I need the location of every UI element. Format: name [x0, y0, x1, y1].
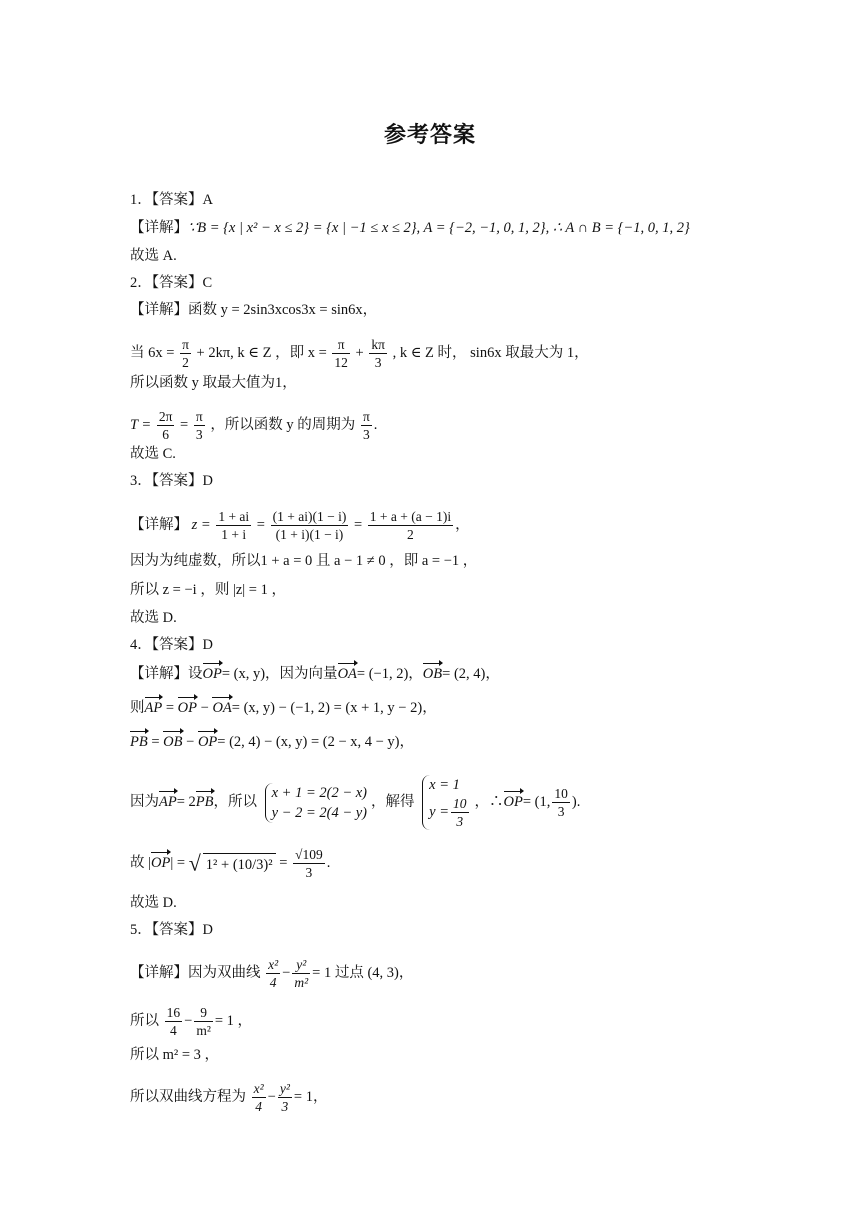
detail-label: 【详解】: [130, 220, 188, 236]
q2-l4-c: ，所以函数 y 的周期为: [210, 416, 356, 433]
q4-conclusion: 故选 D.: [130, 895, 177, 911]
q3-line3: 所以 z = −i ，则 |z| = 1 ，: [130, 582, 286, 598]
vector-op: OP: [151, 854, 171, 871]
q2-line4: [130, 408, 377, 443]
q4-line2: 则AP = OP − OA= (x, y) − (−1, 2) = (x + 1, y − 2)，: [130, 700, 437, 716]
vector-op: OP: [197, 734, 218, 750]
q2-l2-c: +: [355, 344, 364, 361]
equals: =: [256, 516, 265, 533]
fraction: $\frac{k\pi}{3}$: [371, 337, 385, 370]
detail-label: 【详解】: [130, 302, 188, 318]
q3-detail: [130, 508, 470, 543]
fraction: $\frac{\text{x²}}{4}$: [253, 1081, 264, 1114]
detail-label: 【详解】: [130, 516, 188, 533]
q4-line4: 因为AP= 2PB，所以 x + 1 = 2(2 − x) y − 2 = 2(4 − y) ，解得 x = 1 y = $\frac{10}{3}$ ，∴OP= (1, $\frac{10}{3}$ ).: [130, 777, 581, 829]
fraction: $\frac{\pi}{2}$: [182, 337, 189, 370]
vector-ap: AP: [159, 793, 177, 810]
fraction: $\frac{\pi}{3}$: [362, 409, 370, 442]
q1-conclusion: 故选 A.: [130, 248, 177, 264]
q2-header: 2．【答案】C: [130, 275, 213, 291]
q2-l4-d: .: [373, 416, 378, 433]
q3-conclusion: 故选 D.: [130, 610, 177, 626]
vector-ob: OB: [163, 734, 183, 750]
q3-tail: ，: [455, 516, 470, 533]
q2-line3: 所以函数 y 取最大值为1，: [130, 375, 297, 391]
fraction: $\frac{\text{y²}}{\text{m²}}$: [294, 957, 309, 990]
vector-op: OP: [202, 666, 222, 682]
page-title: 参考答案: [383, 123, 476, 148]
fraction: $\frac{10}{3}$: [453, 796, 467, 829]
q5-line2: 所以 $\frac{16}{4}$ − $\frac{9}{\text{m²}}$ = 1 ，: [130, 1005, 253, 1038]
q5-line1: 【详解】因为双曲线 $\frac{\text{x²}}{4}$ − $\frac{\text{y²}}{\text{m²}}$ = 1 过点 (4, 3)，: [130, 957, 414, 990]
vector-oa: OA: [212, 700, 232, 716]
q2-line2: [130, 336, 589, 371]
q4-header: 4．【答案】D: [130, 637, 213, 653]
fraction: $\frac{16}{4}$: [166, 1005, 181, 1038]
q1-detail: [130, 218, 690, 238]
q3-z: z =: [191, 516, 211, 533]
vector-oa: OA: [337, 666, 357, 682]
q2-l4-b: =: [180, 416, 189, 433]
sqrt-icon: √: [188, 850, 201, 876]
vector-op: OP: [177, 700, 197, 716]
q2-l4-a: T =: [130, 416, 152, 433]
q2-detail: [130, 300, 377, 320]
fraction: $\frac{9}{\text{m²}}$: [196, 1005, 211, 1038]
fraction: $\frac{1 + ai}{1 + i}$: [218, 509, 250, 542]
q2-conclusion: 故选 C.: [130, 446, 176, 462]
sqrt-radicand: 1² + (10/3)²: [203, 853, 276, 875]
q2-l2-a: 当 6x =: [130, 344, 175, 361]
solution-system: x = 1 y = $\frac{10}{3}$: [422, 775, 470, 830]
fraction: $\frac{\pi}{3}$: [195, 409, 203, 442]
fraction: $\frac{(1 + ai)(1 - i)}{(1 + i)(1 - i)}$: [272, 509, 347, 542]
fraction: $\frac{\text{x²}}{4}$: [268, 957, 279, 990]
q2-detail-text: 函数 y = 2sin3xcos3x = sin6x，: [188, 302, 378, 318]
equation-system: x + 1 = 2(2 − x) y − 2 = 2(4 − y): [265, 783, 367, 823]
q2-l2-b: + 2kπ, k ∈ Z ，即 x =: [196, 344, 327, 361]
vector-op: OP: [503, 793, 523, 810]
q4-line1: 【详解】设OP= (x, y)，因为向量OA= (−1, 2)，OB= (2, 4)，: [130, 666, 500, 682]
q4-line5: 故 |OP| = √ 1² + (10/3)² = $\frac{√109}{3}$ .: [130, 847, 331, 880]
detail-label: 【详解】: [130, 666, 188, 682]
detail-label: 【详解】: [130, 964, 188, 981]
fraction: $\frac{√109}{3}$: [295, 847, 323, 880]
vector-pb: PB: [195, 793, 214, 810]
q5-header: 5．【答案】D: [130, 922, 213, 938]
fraction: $\frac{2\pi}{6}$: [158, 409, 173, 442]
q3-header: 3．【答案】D: [130, 473, 213, 489]
q2-l2-d: , k ∈ Z 时， sin6x 取最大为 1，: [392, 344, 589, 361]
vector-pb: PB: [130, 734, 148, 750]
q3-line2: 因为为纯虚数，所以1 + a = 0 且 a − 1 ≠ 0 ，即 a = −1 ，: [130, 553, 478, 569]
q1-header: 1．【答案】A: [130, 192, 213, 208]
equals: =: [353, 516, 363, 533]
q5-line3: 所以 m² = 3 ，: [130, 1047, 220, 1063]
q4-line3: PB = OB − OP= (2, 4) − (x, y) = (2 − x, 4 − y)，: [130, 734, 415, 750]
fraction: $\frac{\text{y²}}{3}$: [279, 1081, 290, 1114]
fraction: $\frac{1 + a + (a - 1)i}{2}$: [369, 509, 452, 542]
vector-ob: OB: [422, 666, 443, 682]
vector-ap: AP: [144, 700, 163, 716]
q1-detail-text: ∵B = {x | x² − x ≤ 2} = {x | −1 ≤ x ≤ 2}, A = {−2, −1, 0, 1, 2}, ∴ A ∩ B = {−1, 0, 1, 2}: [188, 220, 690, 236]
fraction: $\frac{\pi}{12}$: [334, 337, 348, 370]
q5-line4: 所以双曲线方程为 $\frac{\text{x²}}{4}$ − $\frac{\text{y²}}{3}$ = 1，: [130, 1081, 328, 1114]
fraction: $\frac{10}{3}$: [554, 786, 568, 819]
